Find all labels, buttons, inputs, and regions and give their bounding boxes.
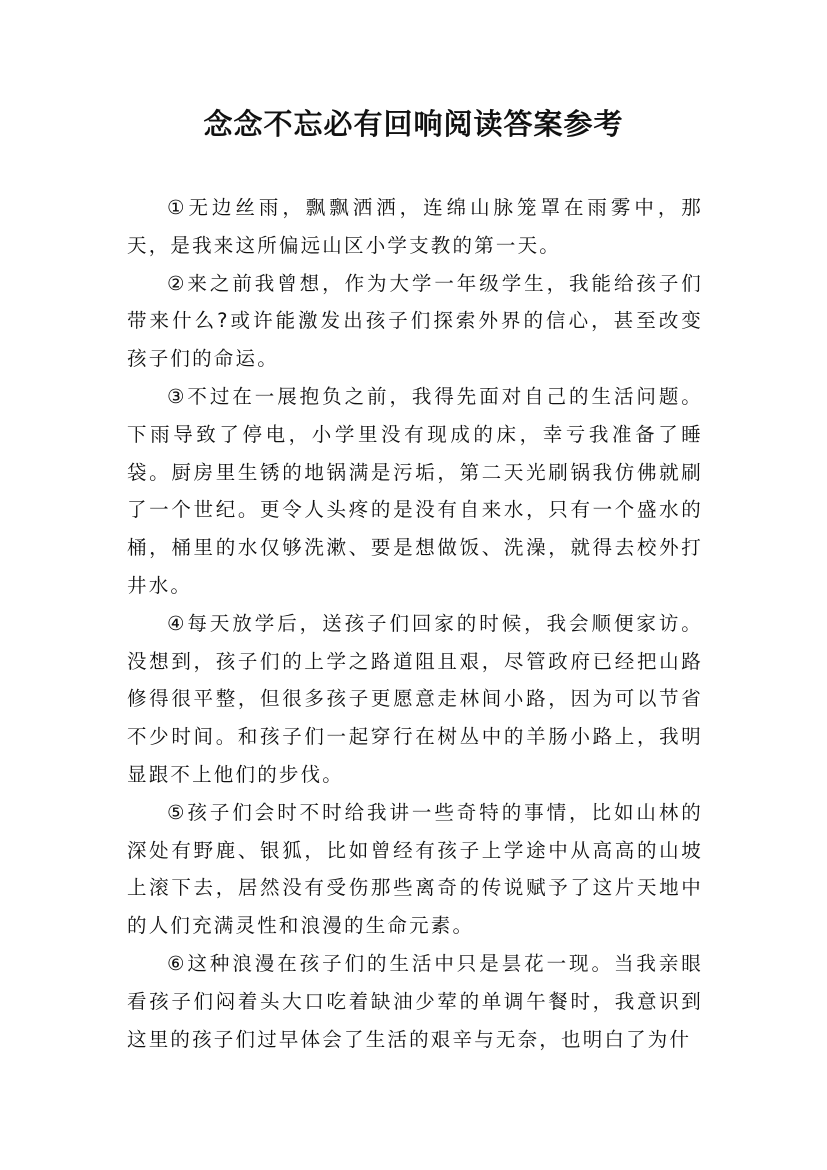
paragraph-1: ①无边丝雨，飘飘洒洒，连绵山脉笼罩在雨雾中，那天，是我来这所偏远山区小学支教的第一天。 [127, 196, 703, 257]
document-body [127, 189, 703, 1058]
paragraph-2: ②来之前我曾想，作为大学一年级学生，我能给孩子们带来什么?或许能激发出孩子们探索外界的信心，甚至改变孩子们的命运。 [127, 271, 703, 371]
paragraph-5: ⑤孩子们会时不时给我讲一些奇特的事情，比如山林的深处有野鹿、银狐，比如曾经有孩子上学途中从高高的山坡上滚下去，居然没有受伤那些离奇的传说赋予了这片天地中的人们充满灵性和浪漫的生命元素。 [127, 800, 703, 938]
paragraph-3: ③不过在一展抱负之前，我得先面对自己的生活问题。下雨导致了停电，小学里没有现成的床，幸亏我准备了睡袋。厨房里生锈的地锅满是污垢，第二天光刷锅我仿佛就刷了一个世纪。更令人头疼的是没有自来水，只有一个盛水的桶，桶里的水仅够洗漱、要是想做饭、洗澡，就得去校外打井水。 [127, 384, 703, 597]
paragraph-4: ④每天放学后，送孩子们回家的时候，我会顺便家访。没想到，孩子们的上学之路道阻且艰，尽管政府已经把山路修得很平整，但很多孩子更愿意走林间小路，因为可以节省不少时间。和孩子们一起穿行在树丛中的羊肠小路上，我明显跟不上他们的步伐。 [127, 611, 703, 786]
document-title: 念念不忘必有回响阅读答案参考 [203, 107, 624, 141]
paragraph-6: ⑥这种浪漫在孩子们的生活中只是昙花一现。当我亲眼看孩子们闷着头大口吃着缺油少荤的单调午餐时，我意识到这里的孩子们过早体会了生活的艰辛与无奈，也明白了为什 [127, 951, 703, 1051]
